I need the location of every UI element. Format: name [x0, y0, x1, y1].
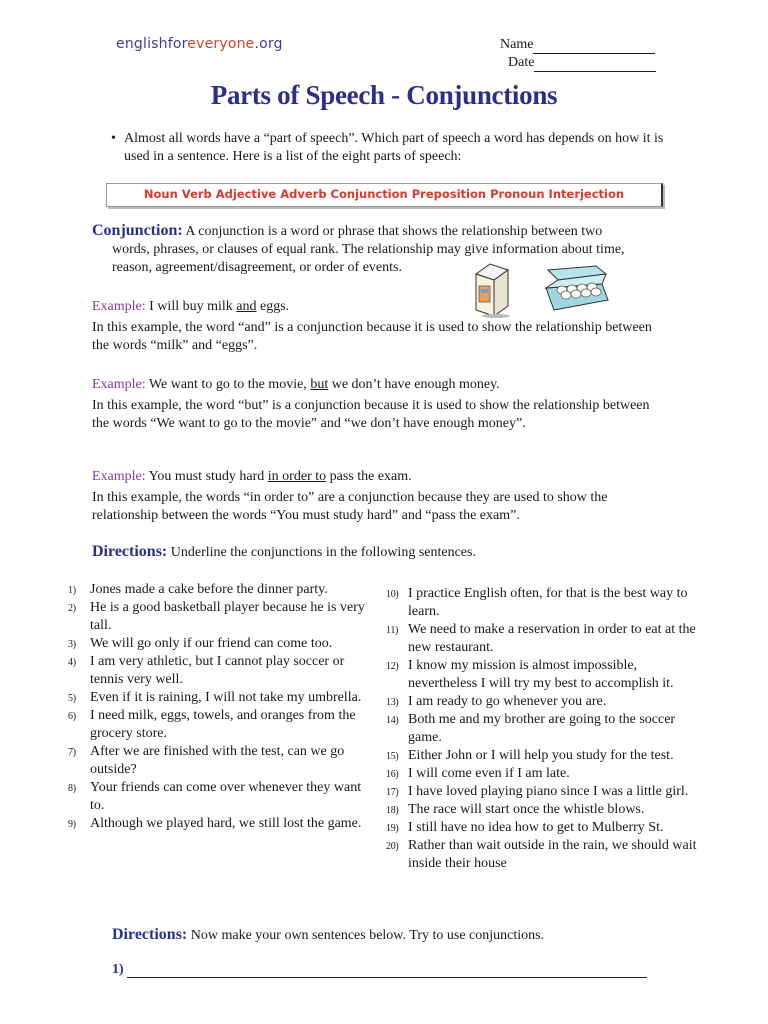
exercise-item — [68, 653, 368, 689]
exercise-sentence: Your friends can come over whenever they want to. — [90, 780, 362, 813]
exercise-number: 11) — [386, 625, 399, 636]
example-label: Example: — [92, 299, 146, 314]
example-1 — [92, 298, 289, 316]
exercise-number: 12) — [386, 661, 399, 672]
directions-underline — [92, 543, 476, 561]
exercise-item — [386, 693, 704, 711]
example-1-explanation: In this example, the word “and” is a conjunction because it is used to show the relationship between the words “milk” and “eggs”. — [92, 320, 652, 353]
exercise-item — [386, 747, 704, 765]
parts-of-speech-box: Noun Verb Adjective Adverb Conjunction Preposition Pronoun Interjection — [106, 183, 663, 207]
exercise-sentence: Both me and my brother are going to the soccer game. — [408, 712, 676, 745]
site-name-post: .org — [254, 36, 283, 52]
name-date-block — [500, 36, 656, 72]
exercise-number: 9) — [68, 819, 76, 830]
exercise-sentence: I still have no idea how to get to Mulberry St. — [408, 820, 664, 835]
exercise-list-left — [68, 581, 368, 833]
exercise-sentence: I know my mission is almost impossible, nevertheless I will try my best to accomplish it. — [408, 658, 674, 691]
definition-term: Conjunction: — [92, 222, 183, 239]
exercise-item — [68, 779, 368, 815]
page-title: Parts of Speech - Conjunctions — [210, 80, 558, 110]
exercise-item — [68, 599, 368, 635]
exercise-number: 5) — [68, 693, 76, 704]
exercise-sentence: We need to make a reservation in order to eat at the new restaurant. — [408, 622, 696, 655]
definition-line1: A conjunction is a word or phrase that shows the relationship between two — [182, 224, 603, 239]
exercise-sentence: Jones made a cake before the dinner party. — [90, 582, 328, 597]
exercise-number: 14) — [386, 715, 399, 726]
example-text: You must study hard — [145, 469, 268, 484]
exercise-sentence: Rather than wait outside in the rain, we should wait inside their house — [408, 838, 697, 871]
example-text: we don’t have enough money. — [328, 377, 500, 392]
exercise-number: 18) — [386, 805, 399, 816]
exercise-number: 17) — [386, 787, 399, 798]
exercise-number: 16) — [386, 769, 399, 780]
directions-label: Directions: — [112, 926, 188, 943]
date-field-line[interactable] — [534, 58, 656, 72]
example-text: eggs. — [256, 299, 290, 314]
exercise-item — [386, 585, 704, 621]
milk-carton-icon — [470, 262, 514, 318]
exercise-item — [68, 707, 368, 743]
example-2 — [92, 376, 500, 394]
example-text: pass the exam. — [326, 469, 412, 484]
intro-text: Almost all words have a “part of speech”. Which part of speech a word has depends on how it is used in a sentence. Here is a list of the eight parts of speech: — [124, 131, 664, 164]
exercise-number: 2) — [68, 603, 76, 614]
exercise-sentence: Although we played hard, we still lost the game. — [90, 816, 362, 831]
exercise-item — [386, 657, 704, 693]
exercise-sentence: The race will start once the whistle blows. — [408, 802, 645, 817]
exercise-item — [68, 743, 368, 779]
exercise-item — [386, 801, 704, 819]
exercise-number: 6) — [68, 711, 76, 722]
answer-line-1 — [112, 962, 647, 978]
example-2-explanation: In this example, the word “but” is a conjunction because it is used to show the relationship between the words “We want to go to the movie” and “we don’t have enough money”. — [92, 398, 650, 431]
exercise-number: 3) — [68, 639, 76, 650]
exercise-item — [386, 711, 704, 747]
exercise-number: 8) — [68, 783, 76, 794]
exercise-number: 4) — [68, 657, 76, 668]
exercise-sentence: I practice English often, for that is the best way to learn. — [408, 586, 688, 619]
name-field-line[interactable] — [533, 40, 655, 54]
example-conjunction: in order to — [267, 469, 327, 484]
example-3-explanation: In this example, the words “in order to” are a conjunction because they are used to show the relationship between the words “You must study hard” and “pass the exam”. — [92, 490, 608, 523]
exercise-sentence: After we are finished with the test, can we go outside? — [90, 744, 345, 777]
exercise-number: 15) — [386, 751, 399, 762]
site-name-highlight: everyone — [187, 36, 255, 52]
example-conjunction: but — [310, 377, 329, 392]
exercise-number: 10) — [386, 589, 399, 600]
exercise-item — [68, 689, 368, 707]
exercise-sentence: I am ready to go whenever you are. — [408, 694, 607, 709]
exercise-number: 20) — [386, 841, 399, 852]
name-label: Name — [500, 37, 534, 52]
answer-input-line[interactable] — [127, 963, 647, 978]
directions-write — [112, 926, 544, 944]
example-label: Example: — [92, 469, 146, 484]
exercise-sentence: We will go only if our friend can come too. — [90, 636, 333, 651]
answer-number: 1) — [112, 962, 124, 977]
directions-label: Directions: — [92, 543, 168, 560]
example-text: I will buy milk — [145, 299, 237, 314]
example-label: Example: — [92, 377, 146, 392]
exercise-list-right — [386, 585, 704, 873]
date-label: Date — [508, 55, 535, 70]
directions-text: Now make your own sentences below. Try to use conjunctions. — [187, 928, 545, 943]
site-name — [116, 36, 283, 52]
exercise-sentence: I need milk, eggs, towels, and oranges from the grocery store. — [90, 708, 356, 741]
exercise-number: 13) — [386, 697, 399, 708]
exercise-sentence: Either John or I will help you study for the test. — [408, 748, 674, 763]
exercise-number: 7) — [68, 747, 76, 758]
exercise-item — [386, 819, 704, 837]
egg-carton-icon — [540, 264, 612, 316]
exercise-item — [68, 581, 368, 599]
exercise-sentence: Even if it is raining, I will not take my umbrella. — [90, 690, 362, 705]
definition-rest: words, phrases, or clauses of equal rank. The relationship may give information about time, reason, agreement/disagreement, or order of events. — [112, 242, 625, 275]
exercise-item — [386, 783, 704, 801]
exercise-sentence: I have loved playing piano since I was a little girl. — [408, 784, 689, 799]
exercise-item — [68, 815, 368, 833]
exercise-number: 1) — [68, 585, 76, 596]
exercise-sentence: I will come even if I am late. — [408, 766, 570, 781]
exercise-item — [386, 765, 704, 783]
exercise-sentence: I am very athletic, but I cannot play soccer or tennis very well. — [90, 654, 345, 687]
intro-paragraph — [112, 130, 672, 166]
directions-text: Underline the conjunctions in the following sentences. — [167, 545, 476, 560]
exercise-item — [386, 837, 704, 873]
site-name-pre: englishfor — [116, 36, 188, 52]
example-text: We want to go to the movie, — [145, 377, 311, 392]
exercise-item — [386, 621, 704, 657]
exercise-number: 19) — [386, 823, 399, 834]
bullet-icon: • — [111, 131, 116, 146]
exercise-sentence: He is a good basketball player because he is very tall. — [90, 600, 365, 633]
example-3 — [92, 468, 412, 486]
exercise-item — [68, 635, 368, 653]
example-conjunction: and — [236, 299, 257, 314]
